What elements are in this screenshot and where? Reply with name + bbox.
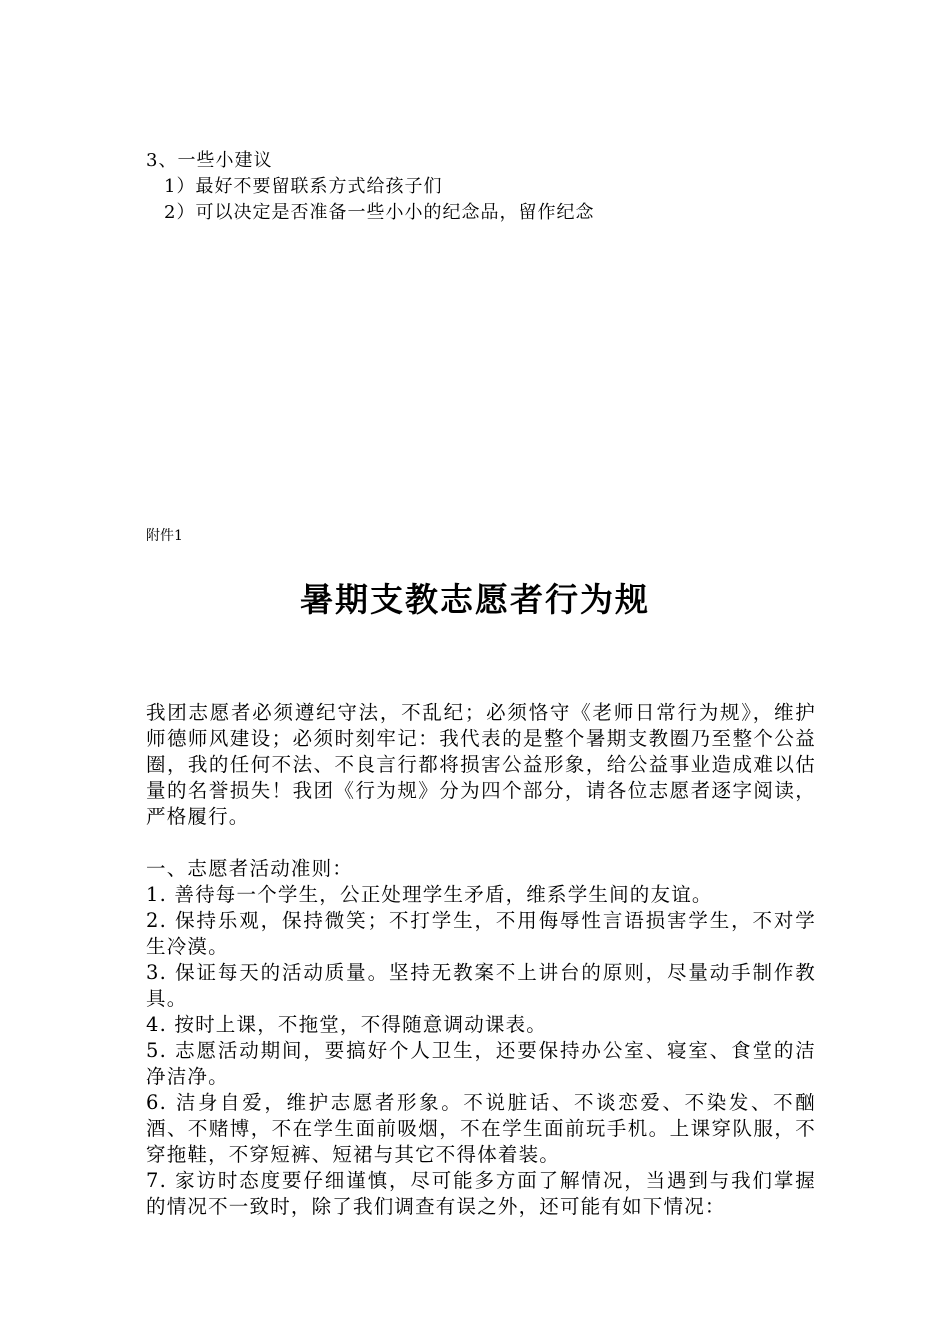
document-title: 暑期支教志愿者行为规 bbox=[300, 580, 650, 619]
rule-item: 7. 家访时态度要仔细谨慎，尽可能多方面了解情况，当遇到与我们掌握的情况不一致时，除了我们调查有误之外，还可能有如下情况： bbox=[146, 1169, 816, 1218]
suggestions-block bbox=[146, 148, 594, 226]
suggestion-item: 2）可以决定是否准备一些小小的纪念品，留作纪念 bbox=[164, 202, 595, 223]
document-body bbox=[146, 700, 816, 1220]
rule-item: 5. 志愿活动期间，要搞好个人卫生，还要保持办公室、寝室、食堂的洁净洁净。 bbox=[146, 1039, 816, 1088]
rule-item: 2. 保持乐观，保持微笑；不打学生，不用侮辱性言语损害学生，不对学生冷漠。 bbox=[146, 909, 816, 958]
section-spacer bbox=[146, 830, 816, 856]
suggestion-item: 1）最好不要留联系方式给孩子们 bbox=[164, 176, 443, 197]
rule-item: 6. 洁身自爱，维护志愿者形象。不说脏话、不谈恋爱、不染发、不酗酒、不赌博，不在学生面前吸烟，不在学生面前玩手机。上课穿队服，不穿拖鞋，不穿短裤、短裙与其它不得体着装。 bbox=[146, 1091, 816, 1166]
intro-paragraph: 我团志愿者必须遵纪守法，不乱纪；必须恪守《老师日常行为规》，维护师德师风建设；必须时刻牢记：我代表的是整个暑期支教圈乃至整个公益圈，我的任何不法、不良言行都将损害公益形象，给公益事业造成难以估量的名誉损失！我团《行为规》分为四个部分，请各位志愿者逐字阅读，严格履行。 bbox=[146, 701, 816, 828]
rule-item: 3. 保证每天的活动质量。坚持无教案不上讲台的原则，尽量动手制作教具。 bbox=[146, 961, 816, 1010]
attachment-label: 附件1 bbox=[146, 528, 183, 544]
section-heading: 一、志愿者活动准则： bbox=[146, 857, 354, 880]
rule-item: 4. 按时上课，不拖堂，不得随意调动课表。 bbox=[146, 1013, 548, 1036]
rule-item: 1. 善待每一个学生，公正处理学生矛盾，维系学生间的友谊。 bbox=[146, 883, 713, 906]
suggestions-heading: 3、一些小建议 bbox=[146, 150, 273, 171]
